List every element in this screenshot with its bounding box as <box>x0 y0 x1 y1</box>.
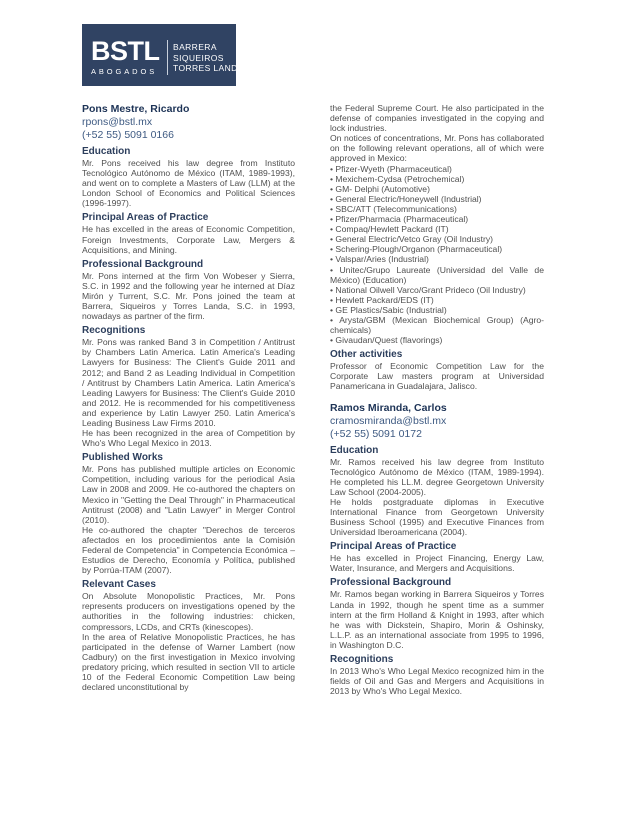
list-item: • Pfizer-Wyeth (Pharmaceutical) <box>330 163 452 174</box>
education-text: He holds postgraduate diplomas in Executive International Finance from Georgetown University Business School (1995) and Executive Finances from Universidad Iberoamericana (2004). <box>330 496 544 538</box>
section-heading-practice: Principal Areas of Practice <box>82 212 209 224</box>
section-heading-works: Published Works <box>82 452 163 464</box>
practice-text: He has excelled in the areas of Economic Competition, Foreign Investments, Corporate Law, Mergers & Acquisitions, and Mining. <box>82 224 295 255</box>
list-item: • SBC/ATT (Telecommunications) <box>330 203 457 214</box>
list-item: • Arysta/GBM (Mexican Biochemical Group) (Agro-chemicals) <box>330 314 544 336</box>
list-item: • Hewlett Packard/EDS (IT) <box>330 294 434 305</box>
practice-text: He has excelled in Project Financing, Energy Law, Water, Insurance, and Mergers and Acquisitions. <box>330 553 544 574</box>
list-item: • Givaudan/Quest (flavorings) <box>330 335 443 346</box>
cases-text: In the area of Relative Monopolistic Practices, he has participated in the defense of Warner Lambert (now Cadbury) on the first investigation in Mexico involving predatory pricing, which resulted in section VII to article 10 of the Federal Economic Competition Law being declared unconstitutional by <box>82 631 295 693</box>
section-heading-education: Education <box>82 146 131 157</box>
section-heading-recognitions: Recognitions <box>82 325 146 337</box>
phone-number: (+52 55) 5091 0166 <box>82 129 174 141</box>
firm-logo <box>82 24 244 86</box>
email-link[interactable]: rpons@bstl.mx <box>82 116 153 128</box>
list-item: • Schering-Plough/Organon (Pharmaceutical) <box>330 244 503 255</box>
operations-list <box>330 164 544 346</box>
list-item: • General Electric/Vetco Gray (Oil Industry) <box>330 234 493 245</box>
right-column <box>330 103 544 696</box>
list-item: • GE Plastics/Sabic (Industrial) <box>330 304 447 315</box>
section-heading-education: Education <box>330 444 379 456</box>
recognitions-text: In 2013 Who's Who Legal Mexico recognized him in the fields of Oil and Gas and Mergers and Acquisitions in 2013 by Who's Who Legal Mexico. <box>330 666 544 697</box>
list-item: • General Electric/Honeywell (Industrial) <box>330 193 482 204</box>
cases-text: On Absolute Monopolistic Practices, Mr. Pons represents producers on investigations opened by the authorities in the following industries: chicken, compressors, LCDs, and CRTs (kinescopes). <box>82 591 295 632</box>
section-heading-practice: Principal Areas of Practice <box>330 541 457 553</box>
left-column <box>82 103 295 692</box>
works-text: He co-authored the chapter "Derechos de terceros afectados en los procedimientos ante la Comisión Federal de Competencia" in Competencia Económica – Estudios de Derecho, Economía y Política, published by Porrúa-ITAM (2007). <box>82 524 295 576</box>
list-item: • Valspar/Aries (Industrial) <box>330 254 429 265</box>
section-heading-cases: Relevant Cases <box>82 579 156 591</box>
section-heading-recognitions: Recognitions <box>330 654 394 666</box>
logo-subtitle: ABOGADOS <box>91 67 158 76</box>
person-name: Pons Mestre, Ricardo <box>82 103 190 115</box>
education-text: Mr. Pons received his law degree from Instituto Tecnológico Autónomo de México (ITAM, 1989-1993), and went on to complete a Masters of Law (LLM) at the London School of Economics and Political Sciences (1996-1997). <box>82 158 295 209</box>
list-item: • National Oilwell Varco/Grant Prideco (Oil Industry) <box>330 284 526 295</box>
recognitions-text: Mr. Pons was ranked Band 3 in Competition / Antitrust by Chambers Latin America. Latin America's Leading Lawyers for Business: The Client's Guide 2011 and 2012; and Band 2 as Leading Individual in Competition / Antitrust by Chambers Latin America. Latin America's Leading Lawyers for Business: The Client's Guide 2010 and 2012. He is recommended for his competitiveness and experience by Latin Lawyer 250. Latin America's Leading Business Law Firms 2010. <box>82 337 295 428</box>
logo-name-line: BARRERA <box>173 42 217 52</box>
section-heading-background: Professional Background <box>330 577 452 589</box>
cases-continued-text: the Federal Supreme Court. He also participated in the defense of companies investigated in the copying and lock industries. <box>330 103 544 134</box>
logo-name-line: TORRES LANDA <box>173 63 244 73</box>
section-heading-background: Professional Background <box>82 258 204 270</box>
person-name: Ramos Miranda, Carlos <box>330 401 447 414</box>
background-text: Mr. Ramos began working in Barrera Siqueiros y Torres Landa in 1992, though he spent time as a summer intern at the firm Holland & Knight in 1993, after which he was with Dickstein, Shapiro, Morin & Oshinsky, L.L.P. as an international associate from 1995 to 1996, in Washington D.C. <box>330 589 544 650</box>
logo-mark: BSTL <box>91 36 160 66</box>
activities-text: Professor of Economic Competition Law for the Corporate Law masters program at Universidad Panamericana in Guadalajara, Jalisco. <box>330 361 544 392</box>
works-text: Mr. Pons has published multiple articles on Economic Competition, including various for the periodical Asia Law in 2008 and 2009. He co-authored the chapters on Mexico in "Getting the Deal Through" in Pharmaceutical Antitrust (2008) and "Latin Lawyer" in Merger Control (2010). <box>82 464 295 525</box>
background-text: Mr. Pons interned at the firm Von Wobeser y Sierra, S.C. in 1992 and the following year he interned at Díaz Mirón y Turrent, S.C. Mr. Pons joined the team at Barrera, Siqueiros y Torres Landa, S.C. in 1993, nowadays as partner of the firm. <box>82 270 295 322</box>
list-item: • Unitec/Grupo Laureate (Universidad del Valle de México) (Education) <box>330 264 544 285</box>
notices-text: On notices of concentrations, Mr. Pons has collaborated on the following relevant operations, all of which were approved in Mexico: <box>330 133 544 164</box>
spacer <box>330 392 544 402</box>
logo-firm-names <box>173 42 244 74</box>
logo-divider <box>167 40 168 75</box>
list-item: • Compaq/Hewlett Packard (IT) <box>330 224 449 235</box>
list-item: • GM- Delphi (Automotive) <box>330 183 430 194</box>
logo-name-line: SIQUEIROS <box>173 52 224 63</box>
email-link[interactable]: cramosmiranda@bstl.mx <box>330 414 447 427</box>
phone-number: (+52 55) 5091 0172 <box>330 427 422 440</box>
education-text: Mr. Ramos received his law degree from Instituto Tecnológico Autónomo de México (ITAM, 1989-1994). He completed his LL.M. degree Georgetown University Law School (2004-2005). <box>330 456 544 497</box>
list-item: • Mexichem-Cydsa (Petrochemical) <box>330 173 465 184</box>
list-item: • Pfizer/Pharmacia (Pharmaceutical) <box>330 214 469 225</box>
recognitions-text: He has been recognized in the area of Competition by Who's Who Legal Mexico in 2013. <box>82 428 295 449</box>
section-heading-activities: Other activities <box>330 349 403 361</box>
